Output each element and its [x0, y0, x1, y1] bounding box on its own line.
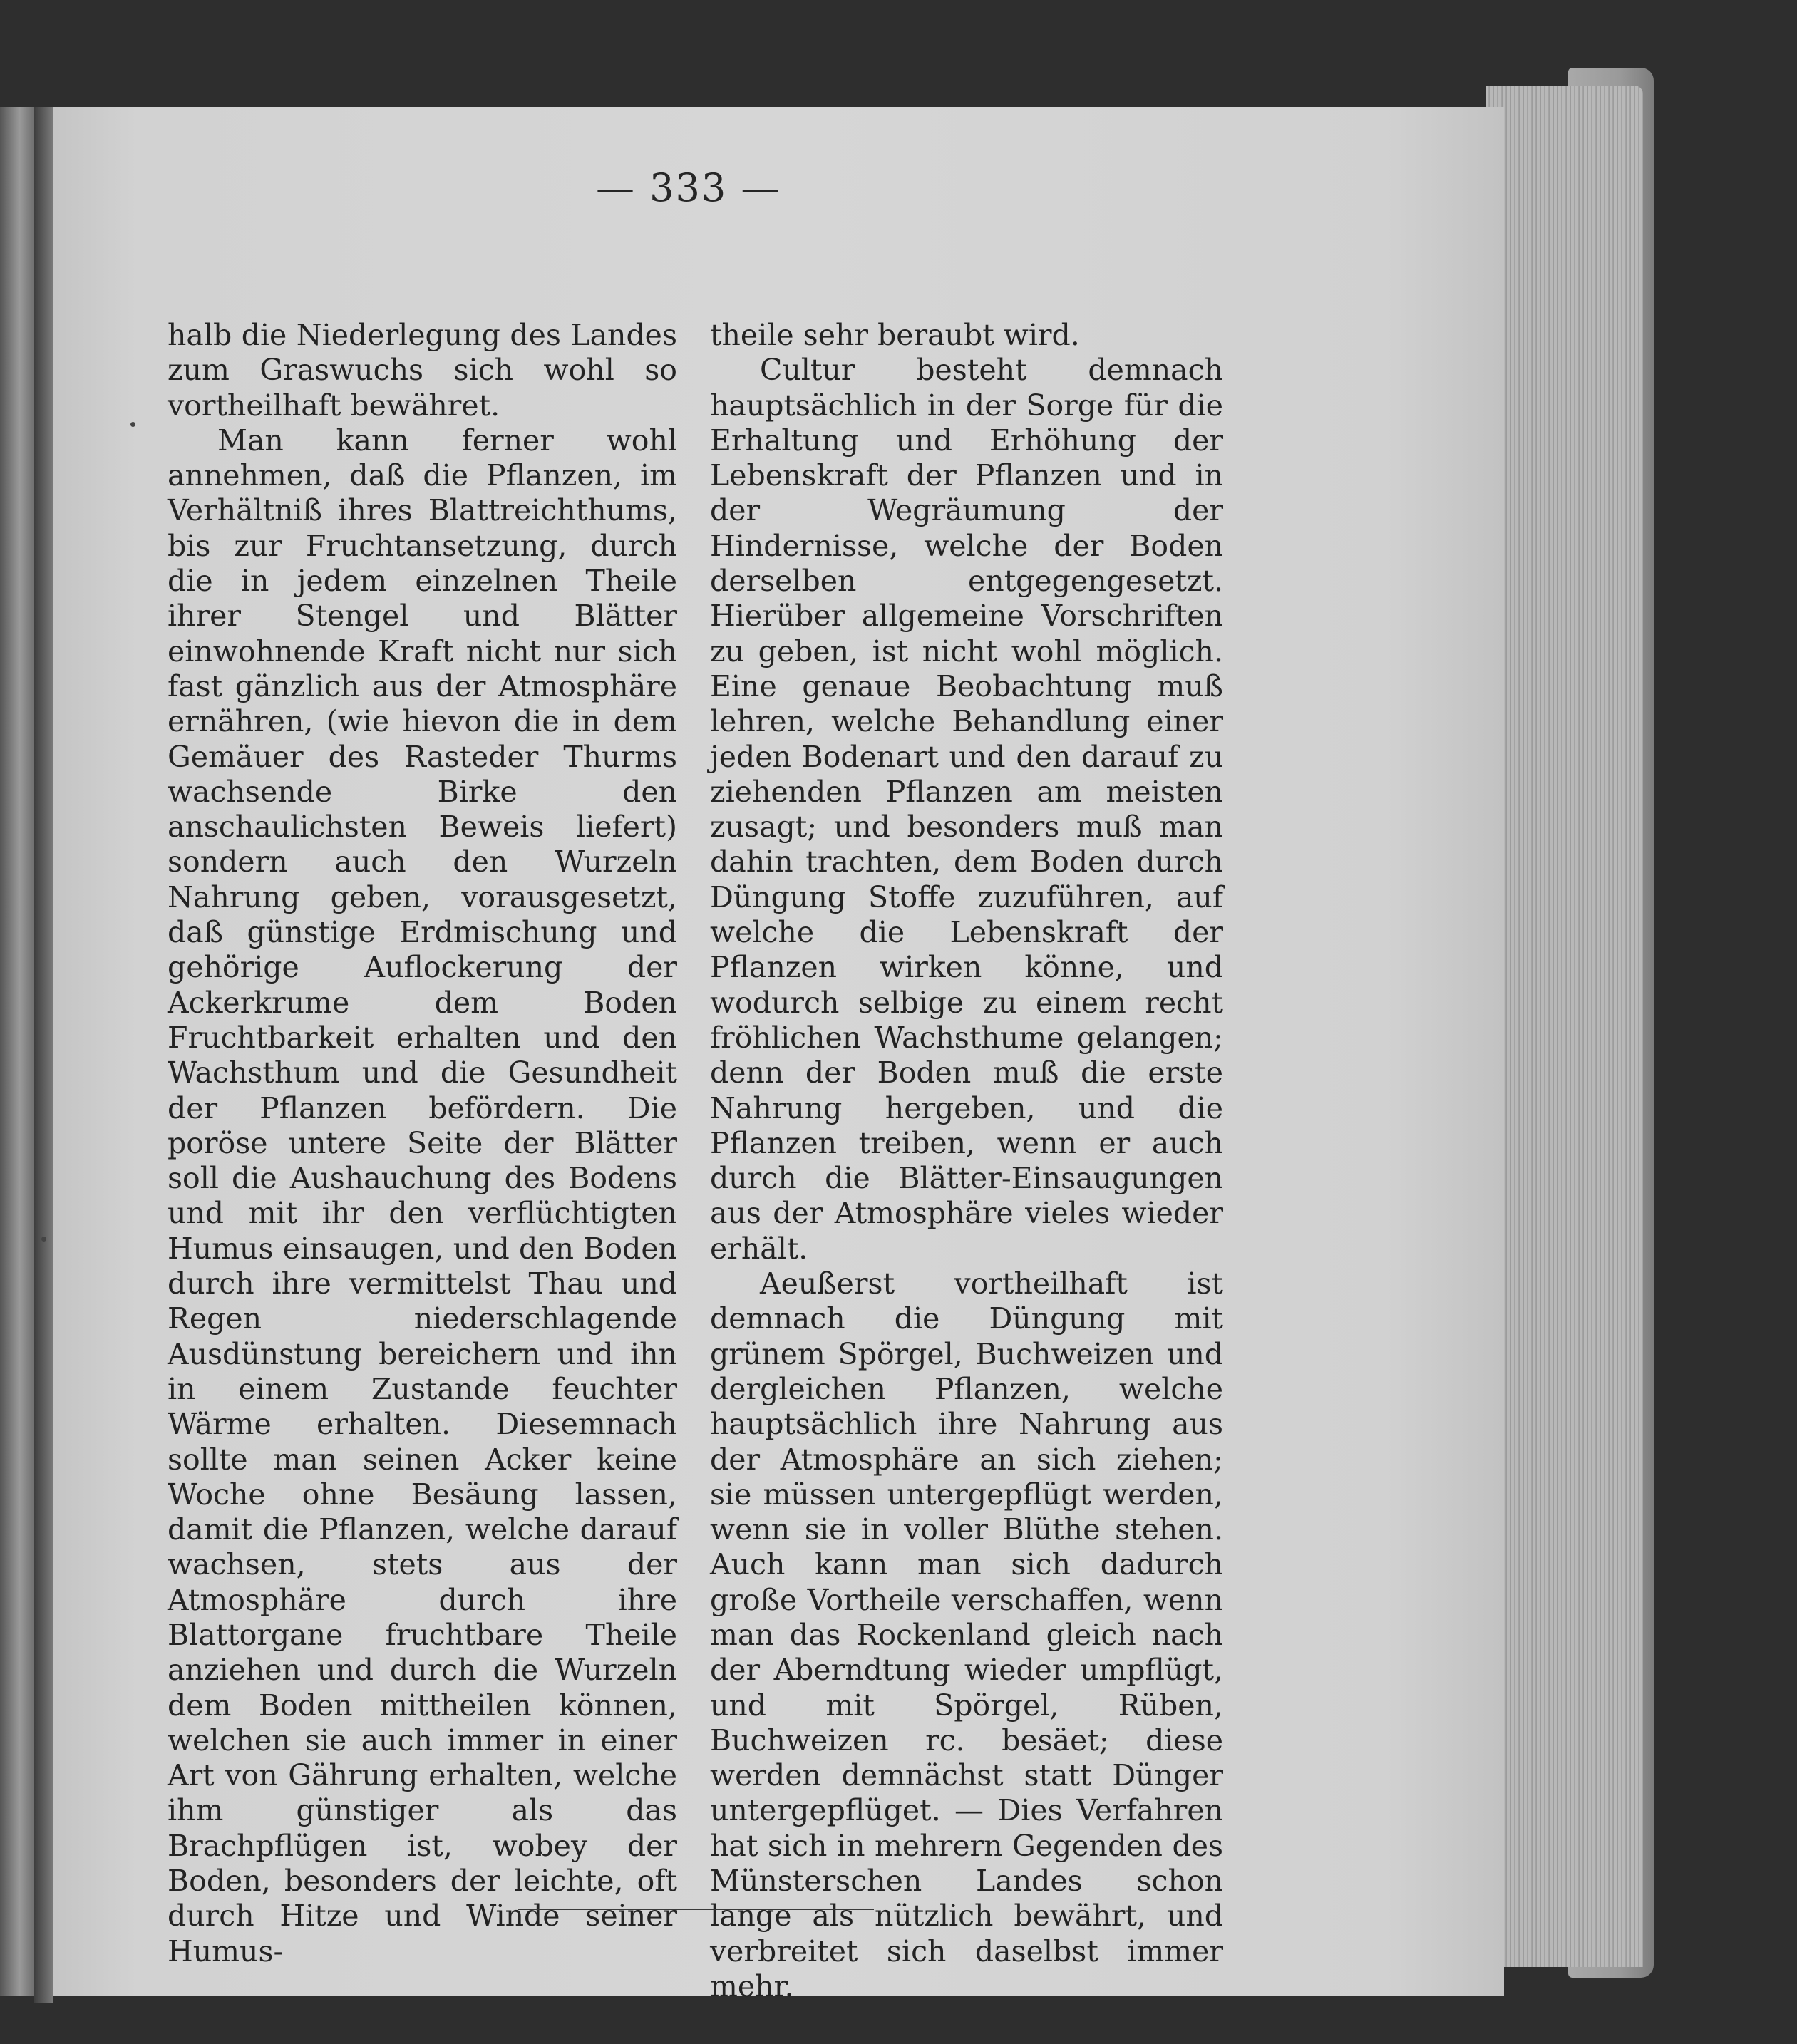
paragraph-continued: halb die Niederlegung des Landes zum Graswuchs sich wohl so vortheilhaft bewähret. [168, 318, 677, 423]
paragraph: Aeußerst vortheilhaft ist demnach die Düngung mit grünem Spörgel, Buchweizen und dergleichen Pflanzen, welche hauptsächlich ihre Nahrung aus der Atmosphäre an sich ziehen; sie müssen untergepflügt werden, wenn sie in voller Blüthe stehen. Auch kann man sich dadurch große Vortheile verschaffen, wenn man das Rockenland gleich nach der Aberndtung wieder umpflügt, und mit Spörgel, Rüben, Buchweizen rc. besäet; diese werden demnächst statt Dünger untergepflüget. — Dies Verfahren hat sich in mehrern Gegenden des Münsterschen Landes schon lange als nützlich bewährt, und verbreitet sich daselbst immer mehr. [710, 1266, 1223, 2003]
book-gutter [34, 107, 53, 2003]
left-text-column [168, 318, 677, 1969]
paragraph: Cultur besteht demnach hauptsächlich in der Sorge für die Erhaltung und Erhöhung der Lebenskraft der Pflanzen und in der Wegräumung der Hindernisse, welche der Boden derselben entgegengesetzt. Hierüber allgemeine Vorschriften zu geben, ist nicht wohl möglich. Eine genaue Beobachtung muß lehren, welche Behandlung einer jeden Bodenart und den darauf zu ziehenden Pflanzen am meisten zusagt; und besonders muß man dahin trachten, dem Boden durch Düngung Stoffe zuzuführen, auf welche die Lebenskraft der Pflanzen wirken könne, und wodurch selbige zu einem recht fröhlichen Wachsthume gelangen; denn der Boden muß die erste Nahrung hergeben, und die Pflanzen treiben, wenn er auch durch die Blätter-Einsaugungen aus der Atmosphäre vieles wieder erhält. [710, 353, 1223, 1266]
ink-speck [41, 1237, 46, 1242]
closing-rule [518, 1909, 874, 1910]
paragraph: Man kann ferner wohl annehmen, daß die Pflanzen, im Verhältniß ihres Blattreichthums, bis zur Fruchtansetzung, durch die in jedem einzelnen Theile ihrer Stengel und Blätter einwohnende Kraft nicht nur sich fast gänzlich aus der Atmosphäre ernähren, (wie hievon die in dem Gemäuer des Rasteder Thurms wachsende Birke den anschaulichsten Beweis liefert) sondern auch den Wurzeln Nahrung geben, vorausgesetzt, daß günstige Erdmischung und gehörige Auflockerung der Ackerkrume dem Boden Fruchtbarkeit erhalten und den Wachsthum und die Gesundheit der Pflanzen befördern. Die poröse untere Seite der Blätter soll die Aushauchung des Bodens und mit ihr den verflüchtigten Humus einsaugen, und den Boden durch ihre vermittelst Thau und Regen niederschlagende Ausdünstung bereichern und ihn in einem Zustande feuchter Wärme erhalten. Diesemnach sollte man seinen Acker keine Woche ohne Besäung lassen, damit die Pflanzen, welche darauf wachsen, stets aus der Atmosphäre durch ihre Blattorgane fruchtbare Theile anziehen und durch die Wurzeln dem Boden mittheilen können, welchen sie auch immer in einer Art von Gährung erhalten, welche ihm günstiger als das Brachpflügen ist, wobey der Boden, besonders der leichte, oft durch Hitze und Winde seiner Humus- [168, 423, 677, 1968]
paragraph-continued: theile sehr beraubt wird. [710, 318, 1080, 352]
page-edges [1486, 86, 1643, 1967]
ink-speck [130, 422, 135, 427]
right-text-column [710, 318, 1223, 2004]
page-number: — 333 — [596, 165, 781, 210]
left-page-edge [0, 107, 36, 1996]
